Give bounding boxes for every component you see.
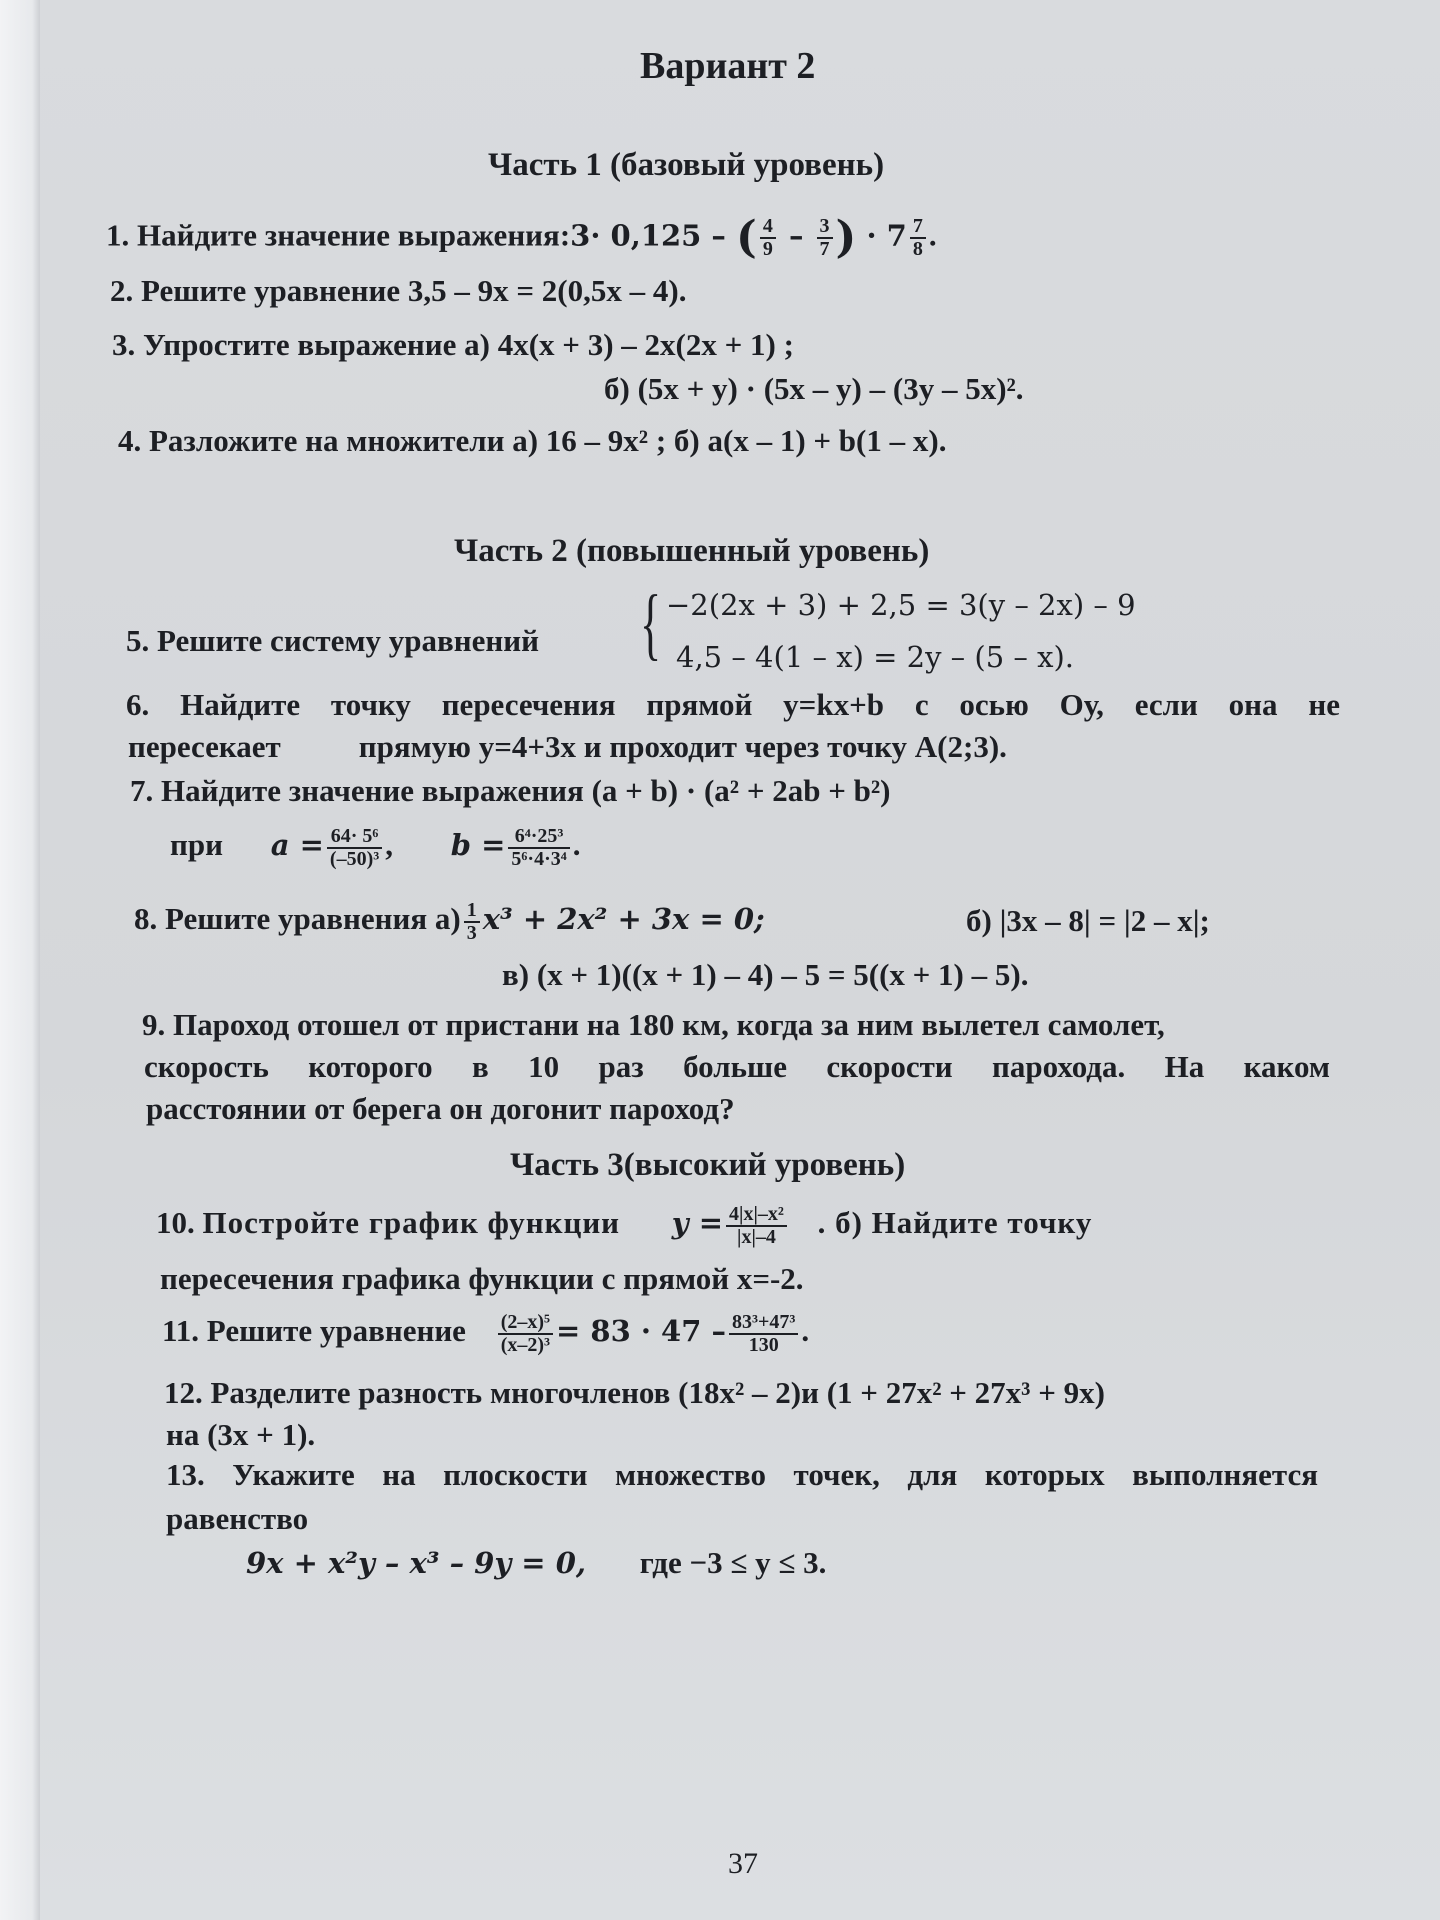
system-brace: { [640, 580, 662, 668]
problem-7-label: 7. [130, 773, 154, 808]
problem-5-label: 5. [126, 623, 150, 658]
fraction-1-3: $\frac{1}{3}$ [464, 900, 480, 944]
problem-2-label: 2. [110, 273, 134, 308]
problem-10-line2: пересечения графика функции с прямой х=-2. [160, 1261, 804, 1296]
problem-1 [106, 212, 937, 265]
problem-6-text: Найдите точку пересечения прямой y=kx+b с осью Оу, если она не [180, 687, 1341, 722]
problem-7 [130, 772, 891, 809]
problem-7-text: Найдите значение выражения (a + b) · (a² + 2ab + b²) [161, 773, 891, 808]
problem-4-label: 4. [118, 423, 142, 458]
problem-6-line2a: пересекает [128, 729, 281, 764]
fraction-function: $\frac{\text{4|x|–x²}}{|x|-4}$ [726, 1204, 787, 1248]
problem-5-text: Решите систему уравнений [157, 623, 539, 658]
problem-8 [134, 900, 765, 944]
problem-10 [156, 1204, 1092, 1248]
problem-13-condition: где −3 ≤ y ≤ 3. [639, 1545, 827, 1580]
fraction-left-side: $\frac{\text{(2–x)⁵}}{\text{(x–2)³}}$ [498, 1312, 553, 1356]
problem-6-line2 [128, 728, 1007, 765]
problem-11-mid: = 83 · 47 – [556, 1314, 727, 1349]
problem-8-part-b: б) |3x – 8| = |2 – x|; [966, 903, 1210, 938]
problem-10-text: Постройте график функции [202, 1205, 621, 1241]
problem-13-equation: 9x + x²y – x³ – 9y = 0, [246, 1546, 586, 1580]
fraction-sum-cubes: $\frac{\text{83³+47³}}{130}$ [729, 1312, 798, 1356]
problem-9-label: 9. [142, 1007, 166, 1042]
problem-1-lparen: ( [736, 212, 757, 263]
problem-7-values [170, 826, 581, 870]
problem-1-end: . [928, 217, 937, 253]
problem-7-a-end: , [385, 827, 393, 863]
problem-8-a-equation: x³ + 2x² + 3x = 0; [482, 902, 765, 937]
problem-1-text: Найдите значение выражения: [137, 217, 571, 253]
system-equation-2: 4,5 – 4(1 – x) = 2y – (5 – x). [676, 640, 1074, 674]
problem-3-text: Упростите выражение а) 4x(x + 3) – 2x(2x + 1) ; [143, 327, 794, 362]
problem-12 [164, 1374, 1105, 1411]
problem-7-pri: при [170, 827, 223, 863]
problem-11-end: . [801, 1313, 810, 1349]
problem-1-expr-start: 3· 0,125 – [570, 218, 737, 253]
problem-6-line2b: прямую у=4+3х и проходит через точку А(2;3). [358, 729, 1007, 764]
problem-13-line1 [166, 1456, 1318, 1493]
problem-2-text: Решите уравнение 3,5 – 9x = 2(0,5x – 4). [141, 273, 687, 308]
problem-13-equation-line [246, 1544, 826, 1581]
problem-13-text: Укажите на плоскости множество точек, для которых выполняется [232, 1457, 1318, 1492]
problem-7-b-lhs: b = [450, 828, 506, 863]
problem-4 [118, 422, 946, 459]
problem-12-line2: на (3x + 1). [166, 1417, 316, 1452]
system-equation-1: −2(2x + 3) + 2,5 = 3(y – 2x) – 9 [666, 588, 1136, 622]
fraction-a-value: $\frac{\text{64· 5⁶}}{\text{(–50)³}}$ [327, 826, 382, 870]
problem-8-label: 8. [134, 901, 158, 937]
problem-8-part-c: в) (x + 1)((x + 1) – 4) – 5 = 5((x + 1) – 5). [502, 957, 1029, 992]
problem-1-rparen: ) [835, 212, 857, 263]
problem-6-label: 6. [126, 687, 150, 722]
problem-12-text: Разделите разность многочленов (18x² – 2)и (1 + 27x² + 27x³ + 9x) [210, 1375, 1105, 1410]
problem-13-label: 13. [166, 1457, 205, 1492]
problem-3-part-b: б) (5x + y) · (5x – y) – (3y – 5x)². [604, 371, 1024, 406]
part2-heading: Часть 2 (повышенный уровень) [454, 533, 930, 569]
fraction-7-8: $\frac{7}{8}$ [910, 216, 926, 260]
problem-2 [110, 272, 686, 309]
problem-4-text: Разложите на множители а) 16 – 9x² ; б) a(x – 1) + b(1 – x). [149, 423, 947, 458]
problem-9-line2: скорость которого в 10 раз больше скорости парохода. На каком [144, 1049, 1330, 1084]
variant-title: Вариант 2 [640, 45, 816, 87]
problem-8-text: Решите уравнения а) [165, 901, 461, 937]
problem-11 [162, 1312, 809, 1356]
problem-1-mul: · 7 [856, 218, 907, 253]
part1-heading: Часть 1 (базовый уровень) [488, 147, 885, 183]
page-number: 37 [728, 1847, 758, 1880]
problem-10-tail: . б) Найдите точку [817, 1205, 1093, 1241]
problem-12-label: 12. [164, 1375, 203, 1410]
problem-9-line1 [142, 1006, 1165, 1043]
problem-5 [126, 622, 539, 659]
problem-13-line2: равенство [166, 1501, 309, 1536]
fraction-b-value: $\frac{\text{6⁴·25³}}{\text{5⁶·4·3⁴}}$ [508, 826, 569, 870]
problem-7-b-end: . [572, 827, 581, 863]
problem-11-text: Решите уравнение [206, 1313, 466, 1349]
problem-9-line3: расстоянии от берега он догонит пароход? [146, 1091, 735, 1126]
problem-1-label: 1. [106, 217, 130, 253]
problem-3 [112, 326, 794, 363]
part3-heading: Часть 3(высокий уровень) [510, 1147, 906, 1183]
fraction-3-7: $\frac{3}{7}$ [817, 216, 833, 260]
problem-10-y-lhs: y = [671, 1206, 724, 1241]
problem-3-label: 3. [112, 327, 136, 362]
problem-1-minus: – [778, 218, 814, 253]
problem-7-a-lhs: a = [270, 828, 324, 863]
problem-10-label: 10. [156, 1205, 195, 1241]
fraction-4-9: $\frac{4}{9}$ [760, 216, 776, 260]
problem-9-text: Пароход отошел от пристани на 180 км, когда за ним вылетел самолет, [173, 1007, 1165, 1042]
problem-6-line1 [126, 686, 1340, 723]
problem-11-label: 11. [162, 1313, 200, 1349]
